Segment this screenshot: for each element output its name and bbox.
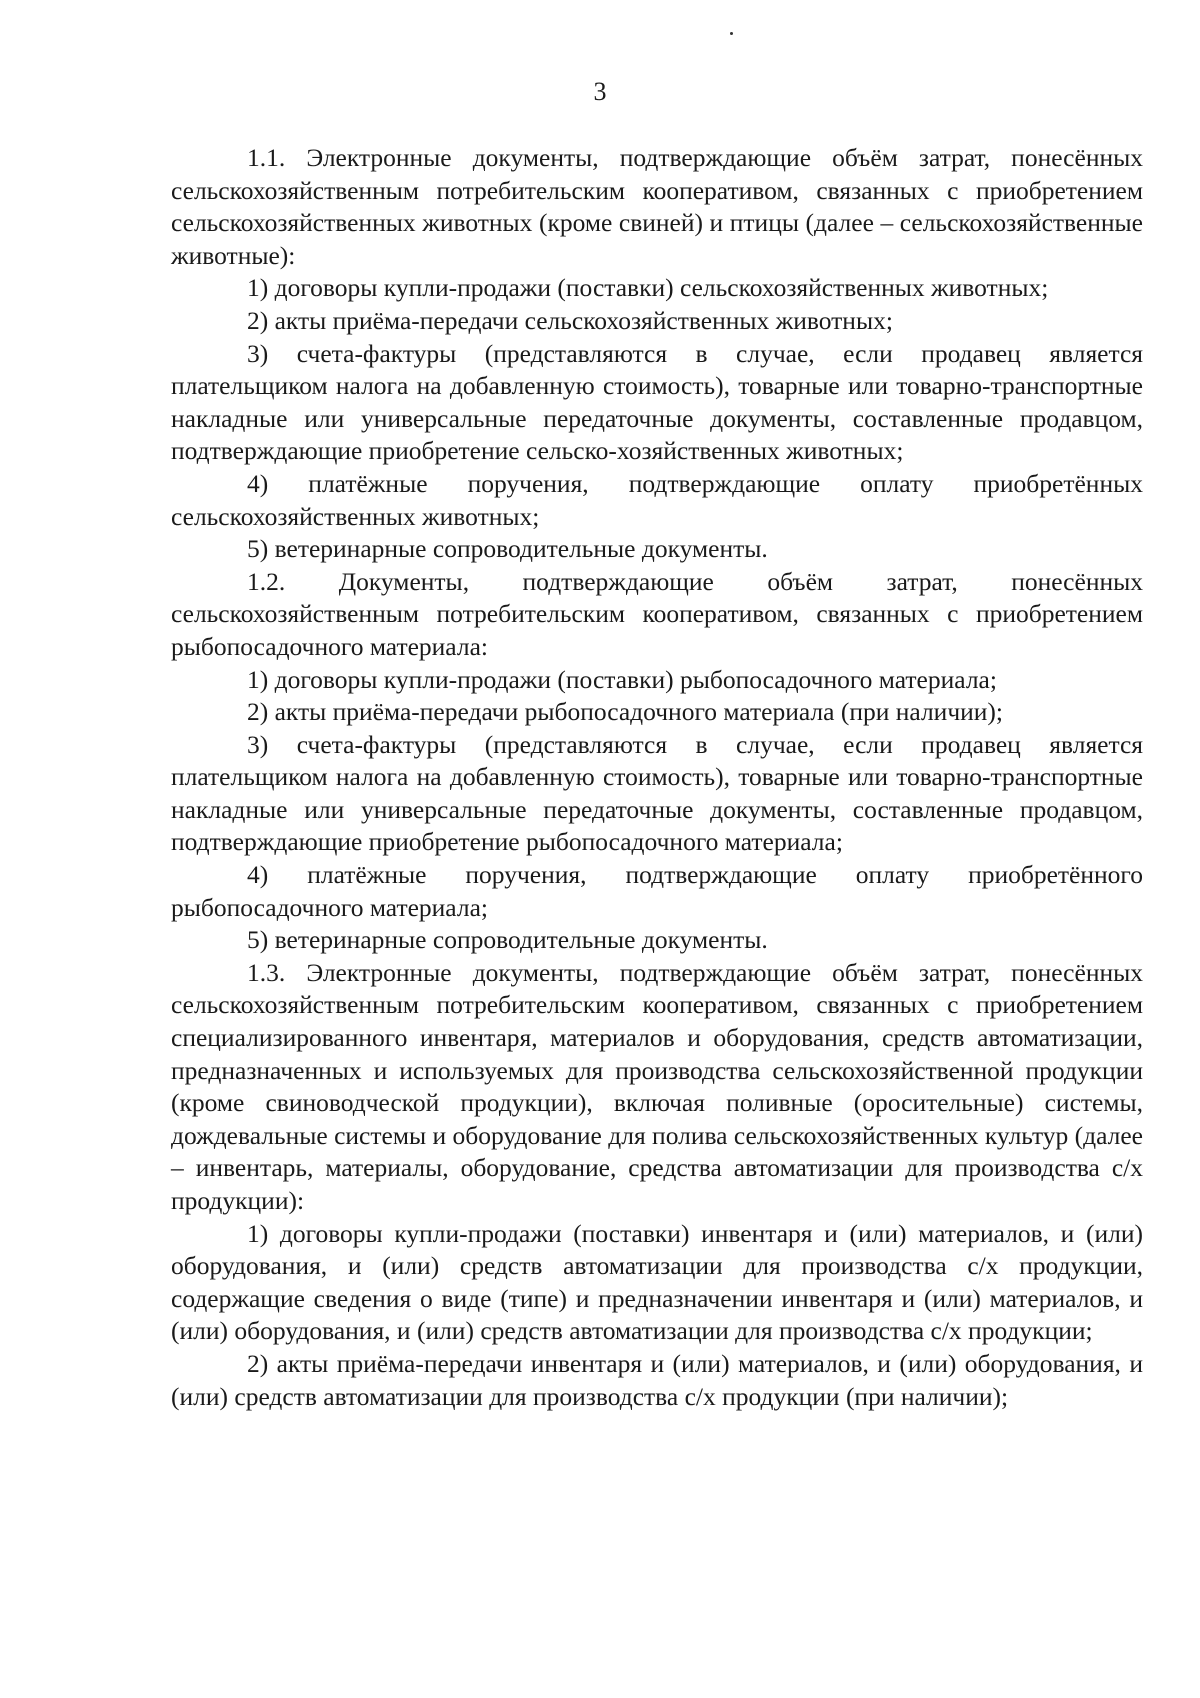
list-item-1-2-5: 5) ветеринарные сопроводительные документы.	[247, 925, 768, 955]
paragraph-1-1: 1.1. Электронные документы, подтверждающие объём затрат, понесённых сельскохозяйственным потребительским кооперативом, связанных с приобретением сельскохозяйственных животных (кроме свиней) и птицы (далее – сельскохозяйственные животные):	[171, 143, 1143, 270]
document-body	[171, 142, 1143, 1413]
list-item-1-3-2: 2) акты приёма-передачи инвентаря и (или) материалов, и (или) оборудования, и (или) средств автоматизации для производства с/х продукции (при наличии);	[171, 1348, 1143, 1411]
list-item-1-2-3: 3) счета-фактуры (представляются в случае, если продавец является плательщиком налога на добавленную стоимость), товарные или товарно-транспортные накладные или универсальные передаточные документы, составленные продавцом, подтверждающие приобретение рыбопосадочного материала;	[171, 729, 1143, 857]
list-item-1-2-2: 2) акты приёма-передачи рыбопосадочного материала (при наличии);	[247, 697, 1004, 727]
list-item-1-2-4: 4) платёжные поручения, подтверждающие оплату приобретённого рыбопосадочного материала;	[171, 860, 1143, 922]
list-item-1-1-1: 1) договоры купли-продажи (поставки) сельскохозяйственных животных;	[247, 273, 1049, 303]
paragraph-1-3: 1.3. Электронные документы, подтверждающие объём затрат, понесённых сельскохозяйственным потребительским кооперативом, связанных с приобретением специализированного инвентаря, материалов и оборудования, средств автоматизации, предназначенных и используемых для производства сельскохозяйственной продукции (кроме свиноводческой продукции), включая поливные (оросительные) системы, дождевальные системы и оборудование для полива сельскохозяйственных культур (далее – инвентарь, материалы, оборудование, средства автоматизации для производства с/х продукции):	[171, 957, 1144, 1215]
list-item-1-1-2: 2) акты приёма-передачи сельскохозяйственных животных;	[247, 305, 893, 335]
list-item-1-2-1: 1) договоры купли-продажи (поставки) рыбопосадочного материала;	[247, 664, 997, 694]
page-number: 3	[593, 77, 607, 106]
list-item-1-1-5: 5) ветеринарные сопроводительные документы.	[247, 534, 768, 564]
paragraph-1-2: 1.2. Документы, подтверждающие объём затрат, понесённых сельскохозяйственным потребительским кооперативом, связанных с приобретением рыбопосадочного материала:	[171, 566, 1143, 661]
list-item-1-1-3: 3) счета-фактуры (представляются в случае, если продавец является плательщиком налога на добавленную стоимость), товарные или товарно-транспортные накладные или универсальные передаточные документы, составленные продавцом, подтверждающие приобретение сельско-хозяйственных животных;	[171, 338, 1143, 466]
list-item-1-3-1: 1) договоры купли-продажи (поставки) инвентаря и (или) материалов, и (или) оборудования, и (или) средств автоматизации для производства с/х продукции, содержащие сведения о виде (типе) и предназначении инвентаря и (или) материалов, и (или) оборудования, и (или) средств автоматизации для производства с/х продукции;	[171, 1218, 1143, 1346]
list-item-1-1-4: 4) платёжные поручения, подтверждающие оплату приобретённых сельскохозяйственных животных;	[171, 468, 1143, 531]
scan-speck	[730, 32, 733, 35]
